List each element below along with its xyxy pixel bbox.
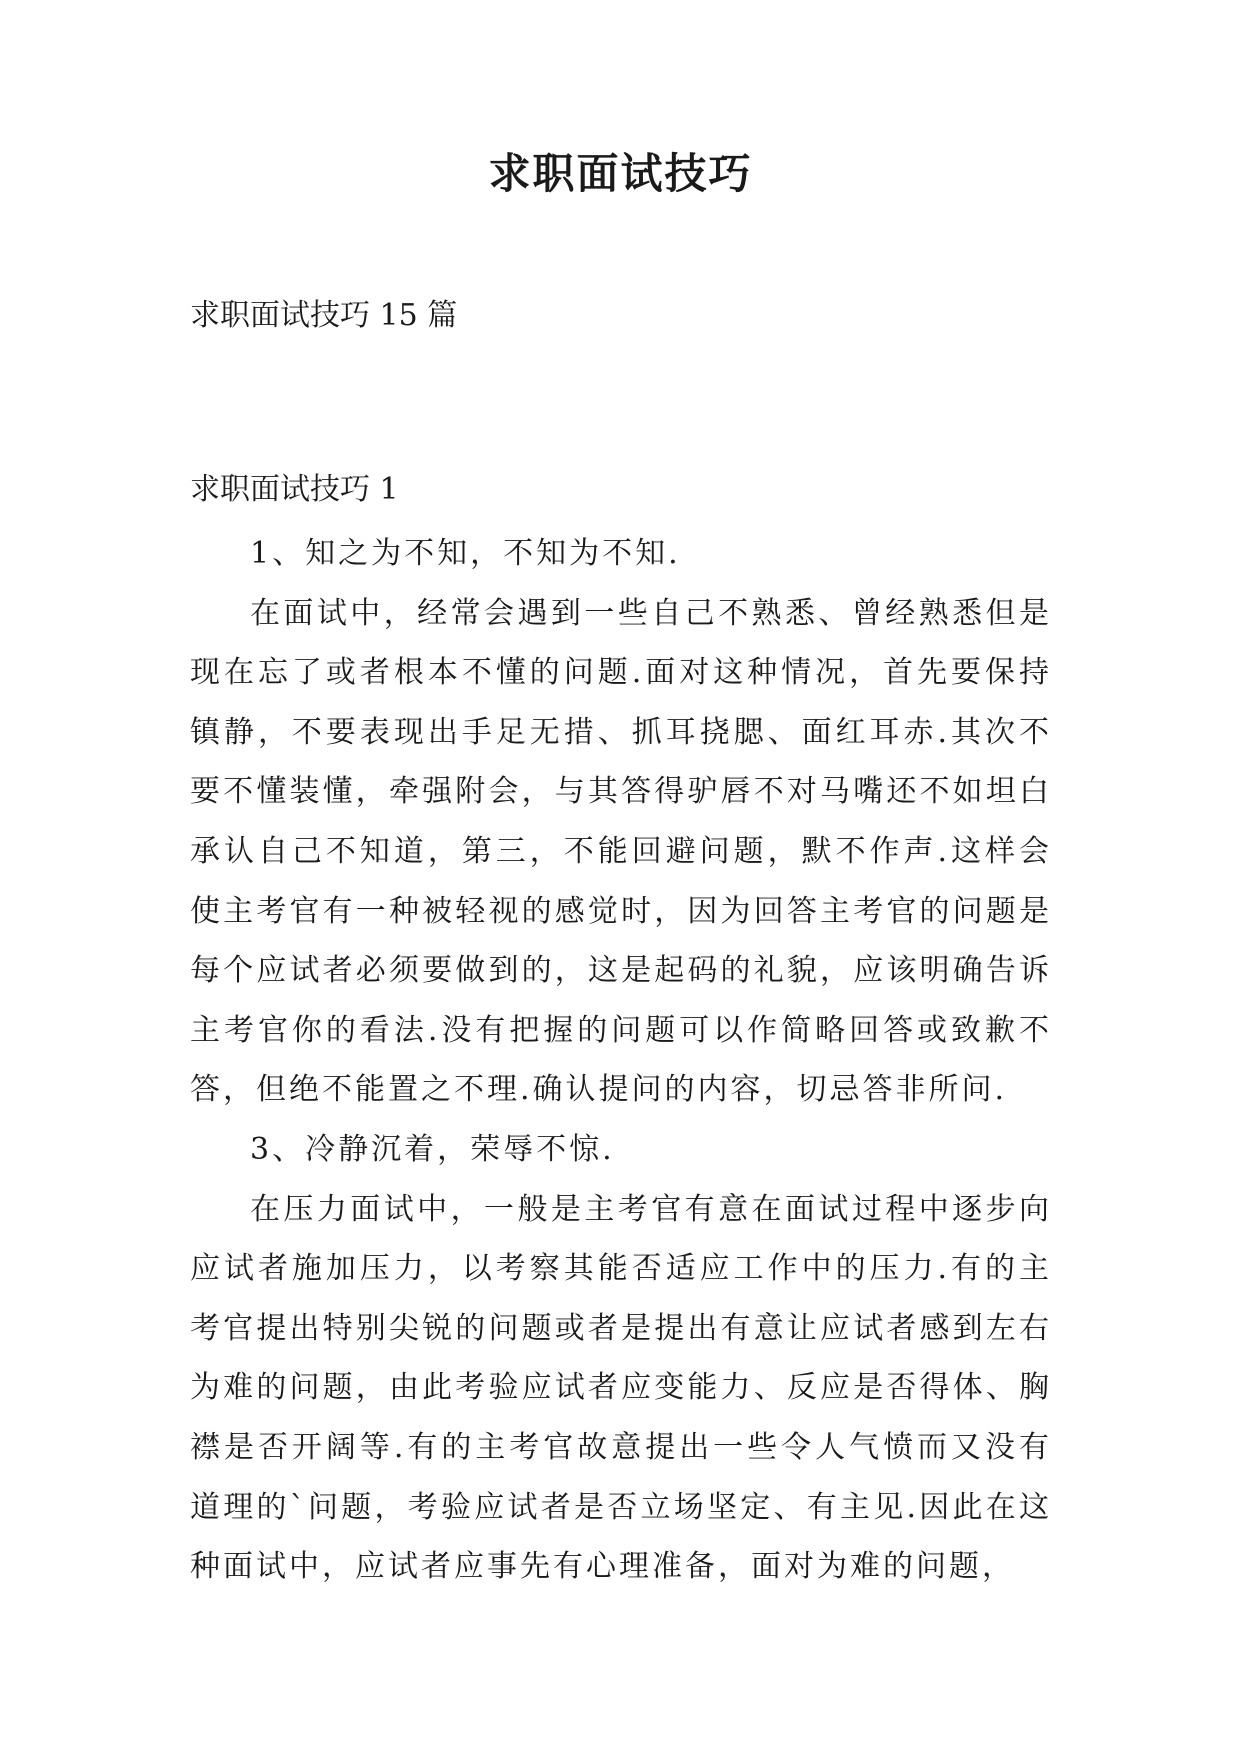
paragraph: 1、知之为不知，不知为不知. <box>250 536 681 571</box>
paragraph: 在压力面试中，一般是主考官有意在面试过程中逐步向应试者施加压力，以考察其能否适应工作中的压力.有的主考官提出特别尖锐的问题或者是提出有意让应试者感到左右为难的问题，由此考验应试者应变能力、反应是否得体、胸襟是否开阔等.有的主考官故意提出一些令人气愤而又没有道理的`问题，考验应试者是否立场坚定、有主见.因此在这种面试中，应试者应事先有心理准备，面对为难的问题， <box>190 1191 1052 1585</box>
document-title: 求职面试技巧 <box>488 149 753 198</box>
section-heading: 求职面试技巧 1 <box>190 472 399 507</box>
document-body <box>190 524 1052 1597</box>
document-subtitle: 求职面试技巧 15 篇 <box>190 298 458 333</box>
paragraph: 3、冷静沉着，荣辱不惊. <box>250 1131 615 1167</box>
paragraph: 在面试中，经常会遇到一些自己不熟悉、曾经熟悉但是现在忘了或者根本不懂的问题.面对这种情况，首先要保持镇静，不要表现出手足无措、抓耳挠腮、面红耳赤.其次不要不懂装懂，牵强附会，与其答得驴唇不对马嘴还不如坦白承认自己不知道，第三，不能回避问题，默不作声.这样会使主考官有一种被轻视的感觉时，因为回答主考官的问题是每个应试者必须要做到的，这是起码的礼貌，应该明确告诉主考官你的看法.没有把握的问题可以作简略回答或致歉不答，但绝不能置之不理.确认提问的内容，切忌答非所问. <box>190 595 1052 1108</box>
